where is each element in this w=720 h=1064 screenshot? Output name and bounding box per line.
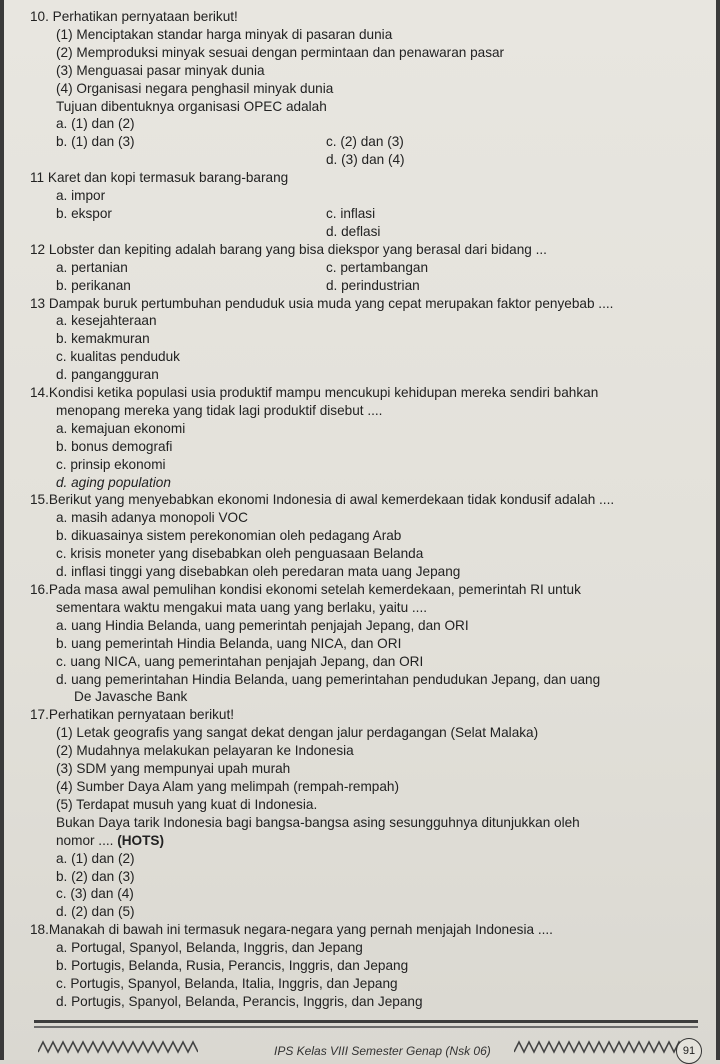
option-d[interactable]: d. (2) dan (5) [56, 904, 135, 920]
option-b[interactable]: b. (2) dan (3) [56, 868, 135, 884]
question-16 [30, 581, 710, 706]
option-a[interactable]: a. masih adanya monopoli VOC [56, 510, 248, 526]
question-12 [30, 241, 710, 295]
zigzag-ornament-left [38, 1040, 198, 1054]
question-14-line-2: menopang mereka yang tidak lagi produktif disebut .... [56, 402, 383, 418]
option-b[interactable]: b. Portugis, Belanda, Rusia, Perancis, Inggris, dan Jepang [56, 958, 409, 974]
footer-title: IPS Kelas VIII Semester Genap (Nsk 06) [274, 1044, 491, 1058]
options-row [30, 223, 710, 241]
question-10 [30, 8, 710, 169]
option-a[interactable]: a. (1) dan (2) [56, 116, 135, 132]
zigzag-ornament-right [514, 1040, 684, 1054]
question-14-line-1: 14.Kondisi ketika populasi usia produktif mampu mencukupi kehidupan mereka sendiri bahkan [30, 385, 599, 401]
question-14 [30, 384, 710, 491]
question-15-title: 15.Berikut yang menyebabkan ekonomi Indonesia di awal kemerdekaan tidak kondusif adalah .... [30, 492, 615, 508]
hots-label: (HOTS) [117, 832, 165, 848]
options-row [30, 205, 710, 223]
option-c[interactable]: c. (3) dan (4) [56, 886, 134, 902]
statement-2: (2) Mudahnya melakukan pelayaran ke Indonesia [56, 743, 354, 759]
spacer [30, 151, 326, 169]
statement-3: (3) Menguasai pasar minyak dunia [56, 62, 265, 78]
question-13-title: 13 Dampak buruk pertumbuhan penduduk usia muda yang cepat merupakan faktor penyebab .... [30, 295, 614, 311]
option-a[interactable]: a. uang Hindia Belanda, uang pemerintah penjajah Jepang, dan ORI [56, 617, 469, 633]
statement-3: (3) SDM yang mempunyai upah murah [56, 761, 291, 777]
option-b[interactable]: b. perikanan [56, 277, 131, 293]
option-d[interactable]: d. (3) dan (4) [326, 152, 405, 168]
option-c[interactable]: c. krisis moneter yang disebabkan oleh penguasaan Belanda [56, 546, 424, 562]
options-row [30, 259, 710, 277]
option-a[interactable]: a. kesejahteraan [56, 313, 157, 329]
option-d[interactable]: d. deflasi [326, 223, 381, 239]
options-row-3 [30, 151, 710, 169]
option-a[interactable]: a. kemajuan ekonomi [56, 420, 186, 436]
page-footer [14, 1020, 706, 1060]
footer-rule-thin [34, 1026, 698, 1028]
question-column [30, 8, 710, 1011]
option-c[interactable]: c. Portugis, Spanyol, Belanda, Italia, Inggris, dan Jepang [56, 975, 398, 991]
option-b[interactable]: b. ekspor [56, 205, 112, 221]
statement-1: (1) Menciptakan standar harga minyak di pasaran dunia [56, 26, 393, 42]
option-c[interactable]: c. uang NICA, uang pemerintahan penjajah Jepang, dan ORI [56, 653, 424, 669]
option-c[interactable]: c. kualitas penduduk [56, 349, 180, 365]
option-d[interactable]: d. Portugis, Spanyol, Belanda, Perancis, Inggris, dan Jepang [56, 993, 423, 1009]
question-10-stem: Tujuan dibentuknya organisasi OPEC adalah [56, 98, 327, 114]
question-17-stem: Bukan Daya tarik Indonesia bagi bangsa-bangsa asing sesungguhnya ditunjukkan oleh [56, 814, 580, 830]
page-number: 91 [676, 1038, 702, 1064]
question-18 [30, 921, 710, 1011]
option-a[interactable]: a. Portugal, Spanyol, Belanda, Inggris, dan Jepang [56, 940, 363, 956]
question-11 [30, 169, 710, 241]
option-d-continued: De Javasche Bank [74, 689, 188, 705]
option-d[interactable]: d. inflasi tinggi yang disebabkan oleh peredaran mata uang Jepang [56, 564, 461, 580]
statement-1: (1) Letak geografis yang sangat dekat dengan jalur perdagangan (Selat Malaka) [56, 725, 539, 741]
option-c[interactable]: c. inflasi [326, 205, 376, 221]
statement-5: (5) Terdapat musuh yang kuat di Indonesia. [56, 796, 318, 812]
statement-2: (2) Memproduksi minyak sesuai dengan permintaan dan penawaran pasar [56, 44, 505, 60]
stem-prefix: nomor .... [56, 832, 114, 848]
option-b[interactable]: b. kemakmuran [56, 331, 150, 347]
question-15 [30, 491, 710, 581]
question-18-title: 18.Manakah di bawah ini termasuk negara-negara yang pernah menjajah Indonesia .... [30, 922, 553, 938]
option-a[interactable]: a. pertanian [56, 259, 128, 275]
option-c[interactable]: c. pertambangan [326, 259, 429, 275]
question-16-line-2: sementara waktu mengakui mata uang yang berlaku, yaitu .... [56, 599, 428, 615]
question-17-stem-2 [30, 832, 710, 850]
option-d[interactable]: d. aging population [56, 474, 171, 490]
option-c[interactable]: c. (2) dan (3) [326, 134, 404, 150]
option-a[interactable]: a. impor [56, 188, 106, 204]
question-10-title: 10. Perhatikan pernyataan berikut! [30, 9, 238, 24]
option-b[interactable]: b. uang pemerintah Hindia Belanda, uang NICA, dan ORI [56, 635, 402, 651]
option-d[interactable]: d. perindustrian [326, 277, 420, 293]
question-13 [30, 295, 710, 385]
statement-4: (4) Sumber Daya Alam yang melimpah (rempah-rempah) [56, 778, 399, 794]
statement-4: (4) Organisasi negara penghasil minyak dunia [56, 80, 334, 96]
option-b[interactable]: b. dikuasainya sistem perekonomian oleh pedagang Arab [56, 528, 402, 544]
option-b[interactable]: b. (1) dan (3) [56, 134, 135, 150]
question-11-title: 11 Karet dan kopi termasuk barang-barang [30, 170, 289, 186]
question-17 [30, 706, 710, 921]
option-a[interactable]: a. (1) dan (2) [56, 850, 135, 866]
option-c[interactable]: c. prinsip ekonomi [56, 456, 166, 472]
spacer [30, 223, 326, 241]
options-row-1 [30, 115, 710, 133]
options-row-2 [30, 133, 710, 151]
question-17-title: 17.Perhatikan pernyataan berikut! [30, 707, 235, 723]
footer-rule [34, 1020, 698, 1023]
question-16-line-1: 16.Pada masa awal pemulihan kondisi ekonomi setelah kemerdekaan, pemerintah RI untuk [30, 582, 581, 597]
options-row [30, 277, 710, 295]
option-b[interactable]: b. bonus demografi [56, 438, 173, 454]
question-12-title: 12 Lobster dan kepiting adalah barang yang bisa diekspor yang berasal dari bidang ... [30, 241, 547, 257]
option-d[interactable]: d. pangangguran [56, 367, 159, 383]
option-d[interactable]: d. uang pemerintahan Hindia Belanda, uang pemerintahan pendudukan Jepang, dan uang [56, 671, 601, 687]
